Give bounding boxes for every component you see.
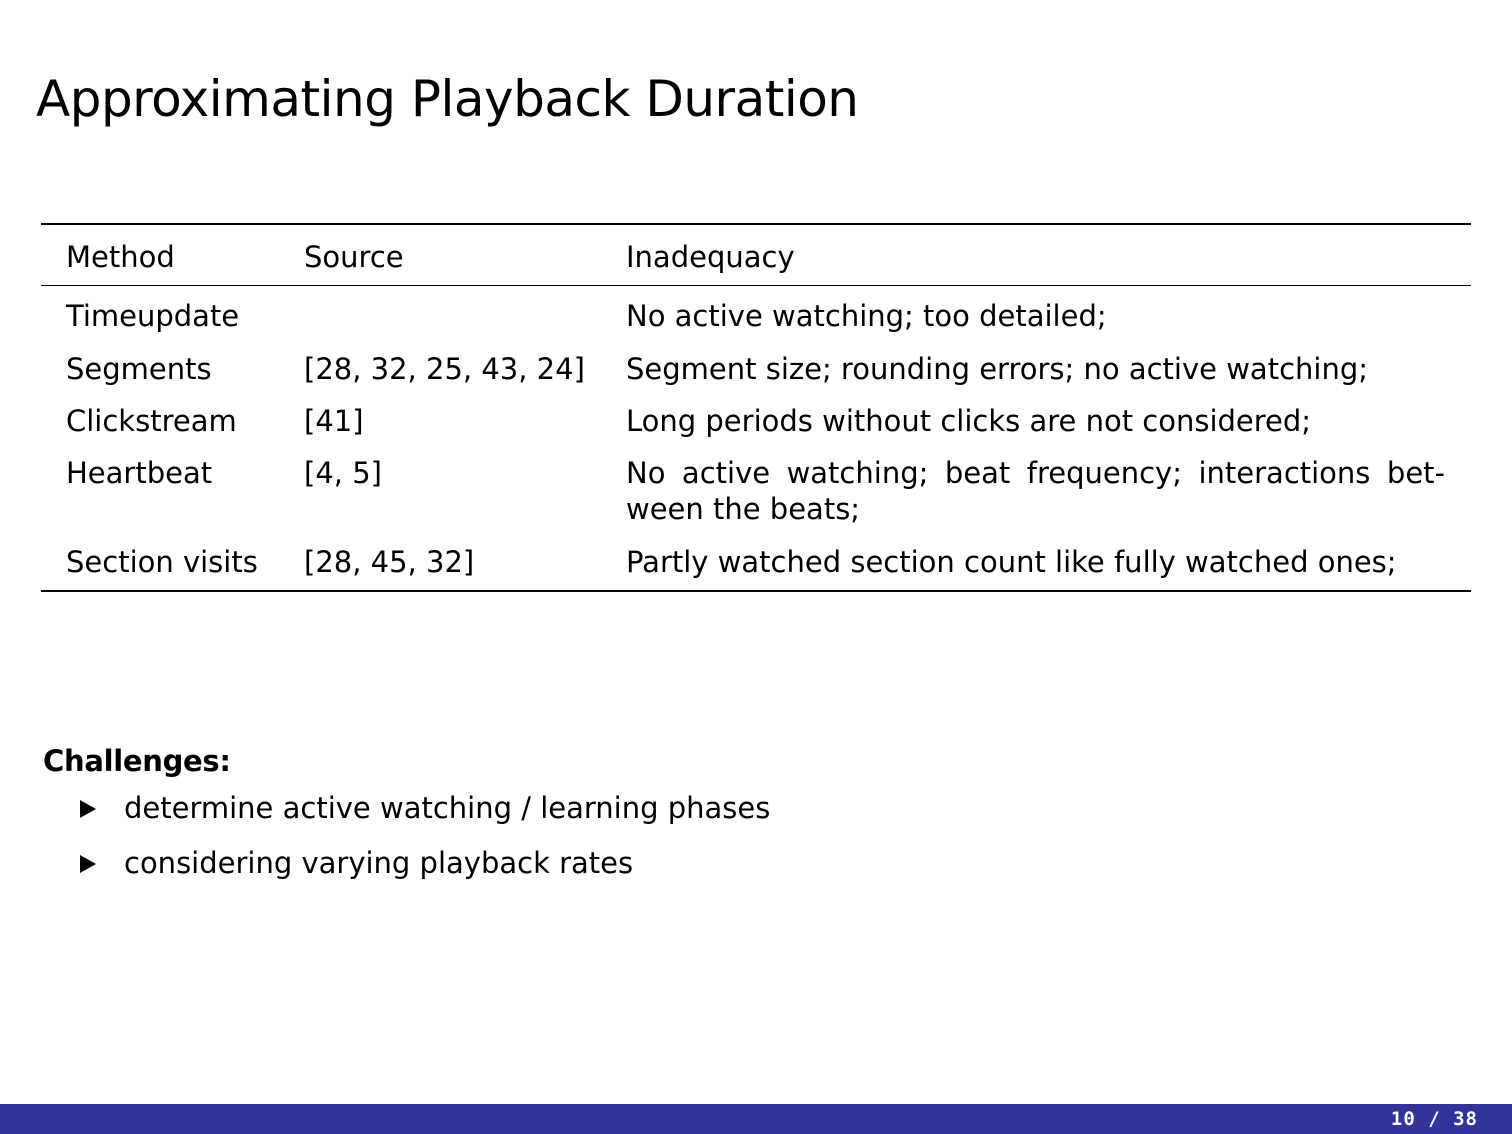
- slide-title: Approximating Playback Duration: [36, 69, 859, 128]
- cell-inadequacy: Partly watched section count like fully watched ones;: [626, 544, 1397, 579]
- list-item-text: determine active watching / learning phases: [124, 791, 771, 825]
- cell-inadequacy: Long periods without clicks are not considered;: [626, 403, 1312, 438]
- table-row: [41, 339, 1471, 391]
- table-header-row: [41, 224, 1471, 286]
- table-row: [41, 443, 1471, 532]
- cell-inadequacy: No active watching; too detailed;: [626, 299, 1107, 334]
- table-row: [41, 532, 1471, 591]
- header-method: Method: [66, 240, 175, 274]
- cell-source: [41]: [304, 403, 364, 438]
- header-inadequacy: Inadequacy: [626, 240, 795, 274]
- cell-source: [28, 32, 25, 43, 24]: [304, 351, 585, 386]
- methods-table: [41, 223, 1471, 592]
- cell-method: Clickstream: [66, 403, 237, 438]
- cell-inadequacy: No active watching; beat frequency; interactions bet-ween the beats;: [626, 456, 1445, 527]
- table-row: [41, 391, 1471, 443]
- footer-bar: [0, 1104, 1512, 1134]
- cell-source: [304, 286, 626, 339]
- cell-source: [28, 45, 32]: [304, 544, 475, 579]
- triangle-bullet-icon: [80, 800, 96, 818]
- page-number: 10 / 38: [1390, 1108, 1478, 1130]
- challenges-list: [43, 790, 770, 882]
- challenges-heading: Challenges:: [43, 744, 231, 778]
- cell-source: [4, 5]: [304, 456, 382, 490]
- cell-method: Heartbeat: [66, 456, 213, 490]
- cell-inadequacy: Segment size; rounding errors; no active watching;: [626, 351, 1369, 386]
- list-item-text: considering varying playback rates: [124, 845, 634, 880]
- triangle-bullet-icon: [80, 855, 96, 873]
- cell-method: Timeupdate: [66, 299, 240, 334]
- cell-method: Segments: [66, 351, 212, 386]
- table-row: [41, 286, 1471, 339]
- list-item: [43, 790, 770, 828]
- cell-method: Section visits: [66, 544, 258, 579]
- challenges-section: [43, 744, 770, 899]
- methods-table-container: [41, 223, 1471, 592]
- list-item: [43, 845, 770, 883]
- header-source: Source: [304, 240, 404, 274]
